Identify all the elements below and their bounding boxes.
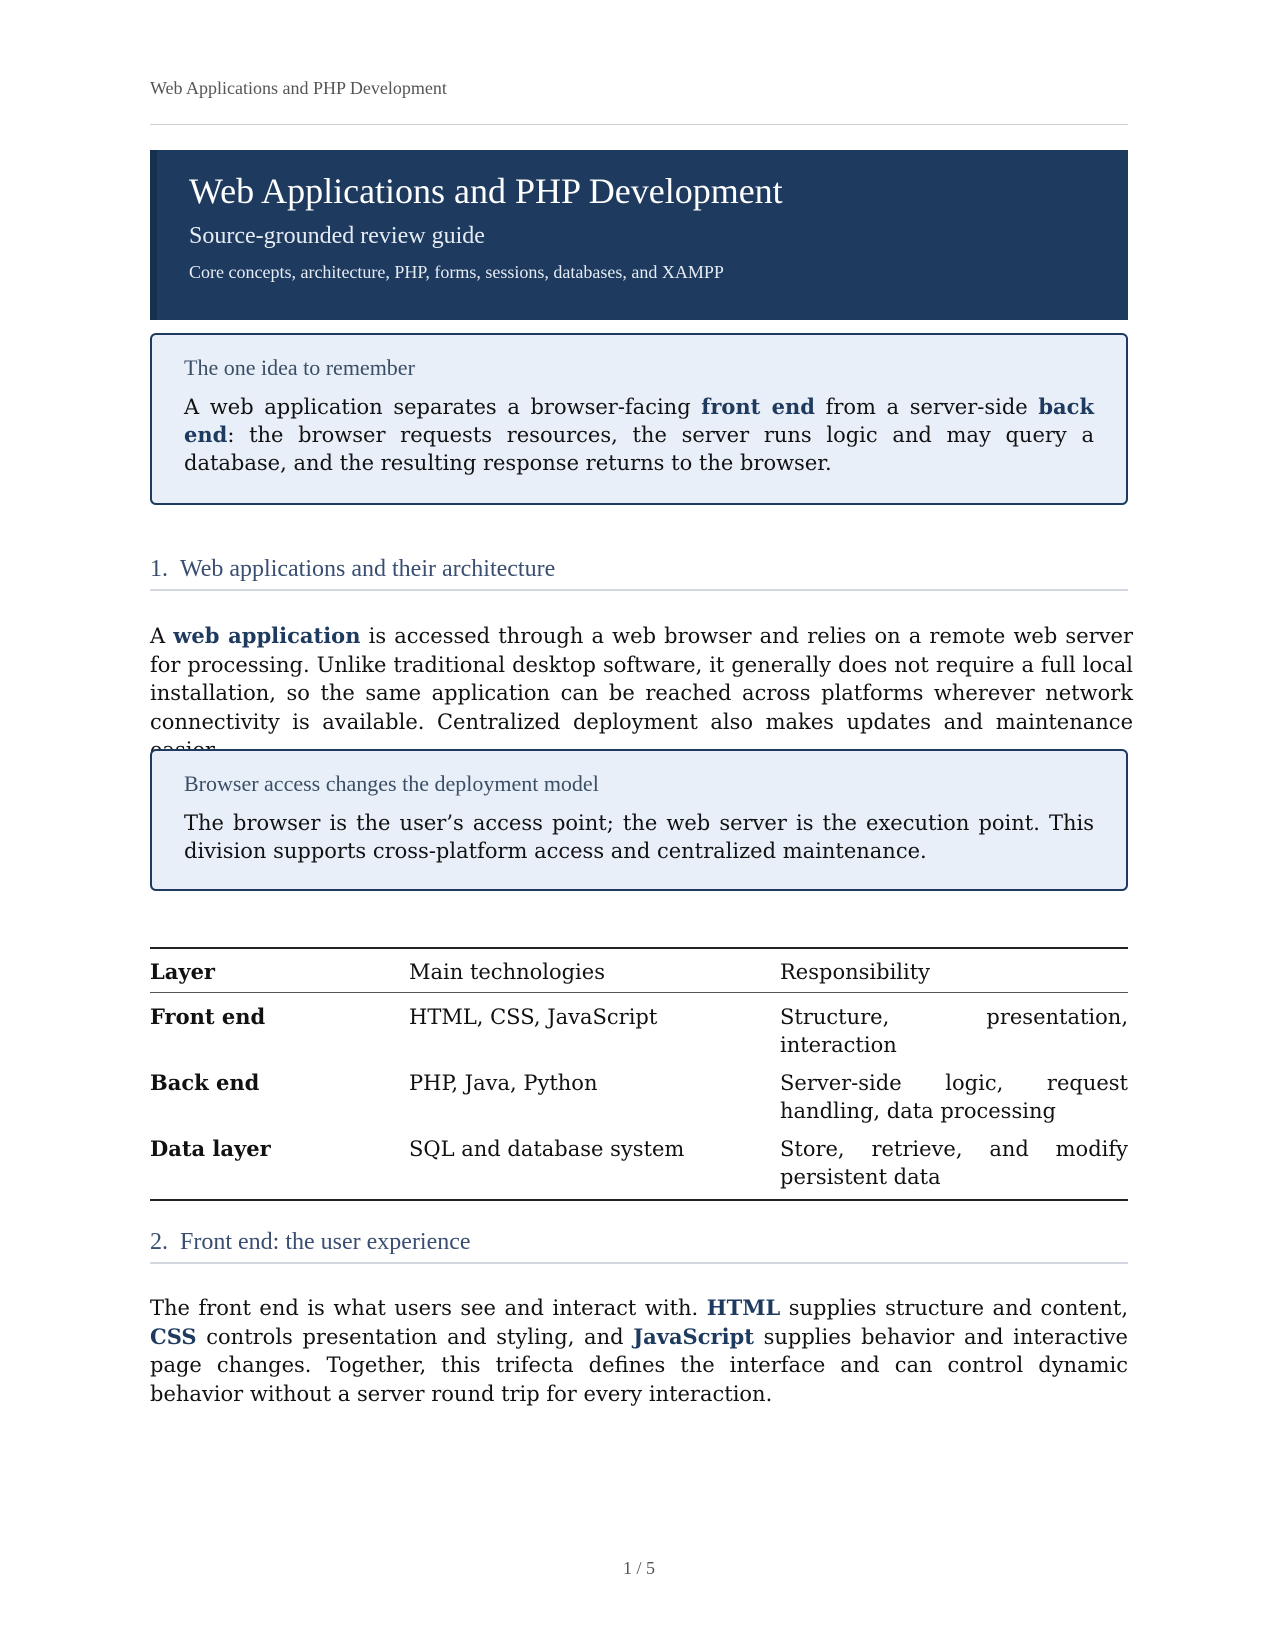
table-row bbox=[150, 1129, 1128, 1200]
section-1-paragraph: A web application is accessed through a web browser and relies on a remote web server for processing. Unlike traditional desktop software, it generally does not require a full local installation, so the same application can be reached across platforms wherever network connectivity is available. Centralized deployment also makes updates and maintenance bbox=[150, 623, 1133, 734]
term-css: CSS bbox=[150, 1323, 197, 1349]
section-number: 2. bbox=[150, 1229, 168, 1255]
title-banner bbox=[150, 150, 1128, 320]
section-heading-1 bbox=[150, 556, 1128, 591]
section-title: Web applications and their architecture bbox=[180, 556, 556, 582]
architecture-table bbox=[150, 947, 1128, 1201]
term-javascript: JavaScript bbox=[633, 1323, 754, 1349]
table-cell: SQL and database system bbox=[409, 1137, 685, 1161]
term-front-end: front end bbox=[701, 394, 815, 419]
page-number: 1 / 5 bbox=[622, 1558, 655, 1578]
table-cell: Front end bbox=[150, 1004, 266, 1029]
table-cell: Server-side logic, request handling, data processing bbox=[780, 1071, 1128, 1123]
term-back-end: back end bbox=[184, 394, 1095, 447]
table-cell: HTML, CSS, JavaScript bbox=[409, 1005, 658, 1029]
table-header: Main technologies bbox=[409, 959, 605, 984]
section-heading-2 bbox=[150, 1229, 1128, 1264]
table-header: Responsibility bbox=[780, 959, 931, 984]
deployment-callout bbox=[150, 749, 1128, 891]
header-rule bbox=[150, 124, 1128, 125]
table-header-row bbox=[150, 948, 1128, 993]
document-title: Web Applications and PHP Development bbox=[189, 171, 783, 211]
term-web-application: web application bbox=[173, 623, 361, 648]
callout-body: A web application separates a browser-facing front end from a server-side back end: the browser requests resources, the server runs logic and may query a database, and the resulting response returns to the browser. bbox=[184, 394, 1095, 475]
table-cell: Data layer bbox=[150, 1136, 271, 1161]
document-description: Core concepts, architecture, PHP, forms, sessions, databases, and XAMPP bbox=[189, 262, 724, 282]
table-cell: Back end bbox=[150, 1070, 260, 1095]
table-header: Layer bbox=[150, 959, 215, 984]
running-header: Web Applications and PHP Development bbox=[150, 78, 447, 98]
callout-body: The browser is the user’s access point; the web server is the execution point. This division supports cross-platform access and centralized maintenance. bbox=[184, 811, 1094, 863]
key-idea-callout bbox=[150, 333, 1128, 505]
table-row bbox=[150, 1063, 1128, 1129]
section-2-paragraph: The front end is what users see and interact with. HTML supplies structure and content, CSS controls presentation and styling, and JavaScript supplies behavior and interactive page changes. Together, this trifecta defines the interface and can control dynamic behavior without a server round trip for every interaction. bbox=[150, 1295, 1128, 1406]
table-row bbox=[150, 993, 1128, 1064]
section-number: 1. bbox=[150, 556, 168, 582]
callout-title: Browser access changes the deployment model bbox=[184, 771, 599, 796]
table-cell: Store, retrieve, and modify persistent data bbox=[780, 1137, 1128, 1189]
term-html: HTML bbox=[706, 1295, 781, 1320]
document-subtitle: Source-grounded review guide bbox=[189, 223, 485, 249]
table-cell: PHP, Java, Python bbox=[409, 1071, 598, 1095]
table-cell: Structure, presentation, interaction bbox=[780, 1005, 1128, 1057]
section-title: Front end: the user experience bbox=[180, 1229, 471, 1255]
callout-title: The one idea to remember bbox=[184, 355, 415, 380]
